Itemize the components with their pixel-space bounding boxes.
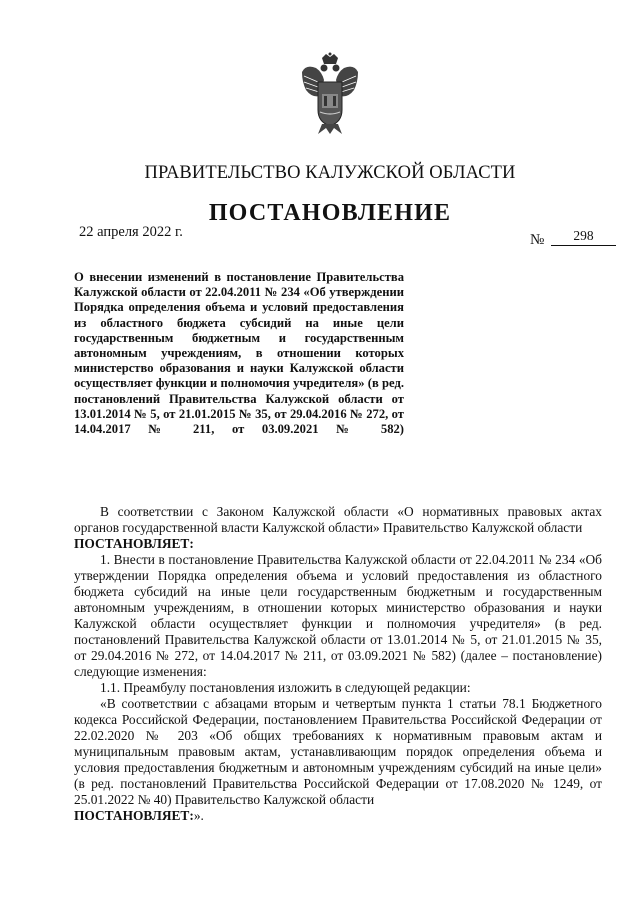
coat-of-arms-icon [298, 52, 362, 136]
quote-paragraph [74, 696, 602, 808]
decree-word: ПОСТАНОВЛЯЕТ: [74, 536, 194, 551]
intro-paragraph [74, 504, 602, 536]
decree-paragraph [74, 536, 602, 552]
document-subject [74, 270, 404, 437]
item-1-1-paragraph: 1.1. Преамбулу постановления изложить в следующей редакции: [100, 680, 471, 695]
document-date: 22 апреля 2022 г. [79, 224, 183, 240]
document-type: ПОСТАНОВЛЕНИЕ [208, 200, 452, 226]
subject-text: О внесении изменений в постановление Правительства Калужской области от 22.04.2011 № 234 «Об утверждении Порядка определения объема и условий предоставления из областного бюджета субсидий на иные цели государственным бюджетным и государственным автономным учреждениям, в отношении которых министерство образования и науки Калужской области осуществляет функции и полномочия учредителя» (в ред. постановлений Правительства Калужской области от 13.01.2014 № 5, от 21.01.2015 № 35, от 29.04.2016 № 272, от 14.04.2017 № 211, от 03.09.2021 № 582) [74, 270, 404, 437]
item-1-paragraph: 1. Внести в постановление Правительства Калужской области от 22.04.2011 № 234 «Об утверждении Порядка определения объема и условий предоставления из областного бюджета субсидий на иные цели государственным бюджетным и государственным автономным учреждениям, в отношении которых министерство образования и науки Калужской области осуществляет функции и полномочия учредителя» (в ред. постановлений Правительства Калужской области от 13.01.2014 № 5, от 21.01.2015 № 35, от 29.04.2016 № 272, от 14.04.2017 № 211, от 03.09.2021 № 582) (далее – постановление) следующие изменения: [74, 552, 602, 679]
organization-title: ПРАВИТЕЛЬСТВО КАЛУЖСКОЙ ОБЛАСТИ [144, 163, 516, 183]
quote-end-paragraph [74, 808, 602, 824]
quote-decree-word: ПОСТАНОВЛЯЕТ: [74, 808, 194, 823]
quote-tail: ». [193, 808, 204, 823]
document-number-label: № [530, 232, 545, 248]
intro-text: В соответствии с Законом Калужской области «О нормативных правовых актах органов государственной власти Калужской области» Правительство Калужской области [74, 504, 602, 535]
quote-text: «В соответствии с абзацами вторым и четвертым пункта 1 статьи 78.1 Бюджетного кодекса Российской Федерации, постановлением Правительства Российской Федерации от 22.02.2020 № 203 «Об общих требованиях к нормативным правовым актам и муниципальным правовым актам, устанавливающим порядок определения объема и условия предоставления бюджетным и автономным учреждениям субсидий на иные цели» (в ред. постановлений Правительства Российской Федерации от 17.08.2020 № 1249, от 25.01.2022 № 40) Правительство Калужской области [74, 696, 602, 807]
document-body [74, 504, 602, 824]
document-number: 298 [551, 227, 616, 246]
